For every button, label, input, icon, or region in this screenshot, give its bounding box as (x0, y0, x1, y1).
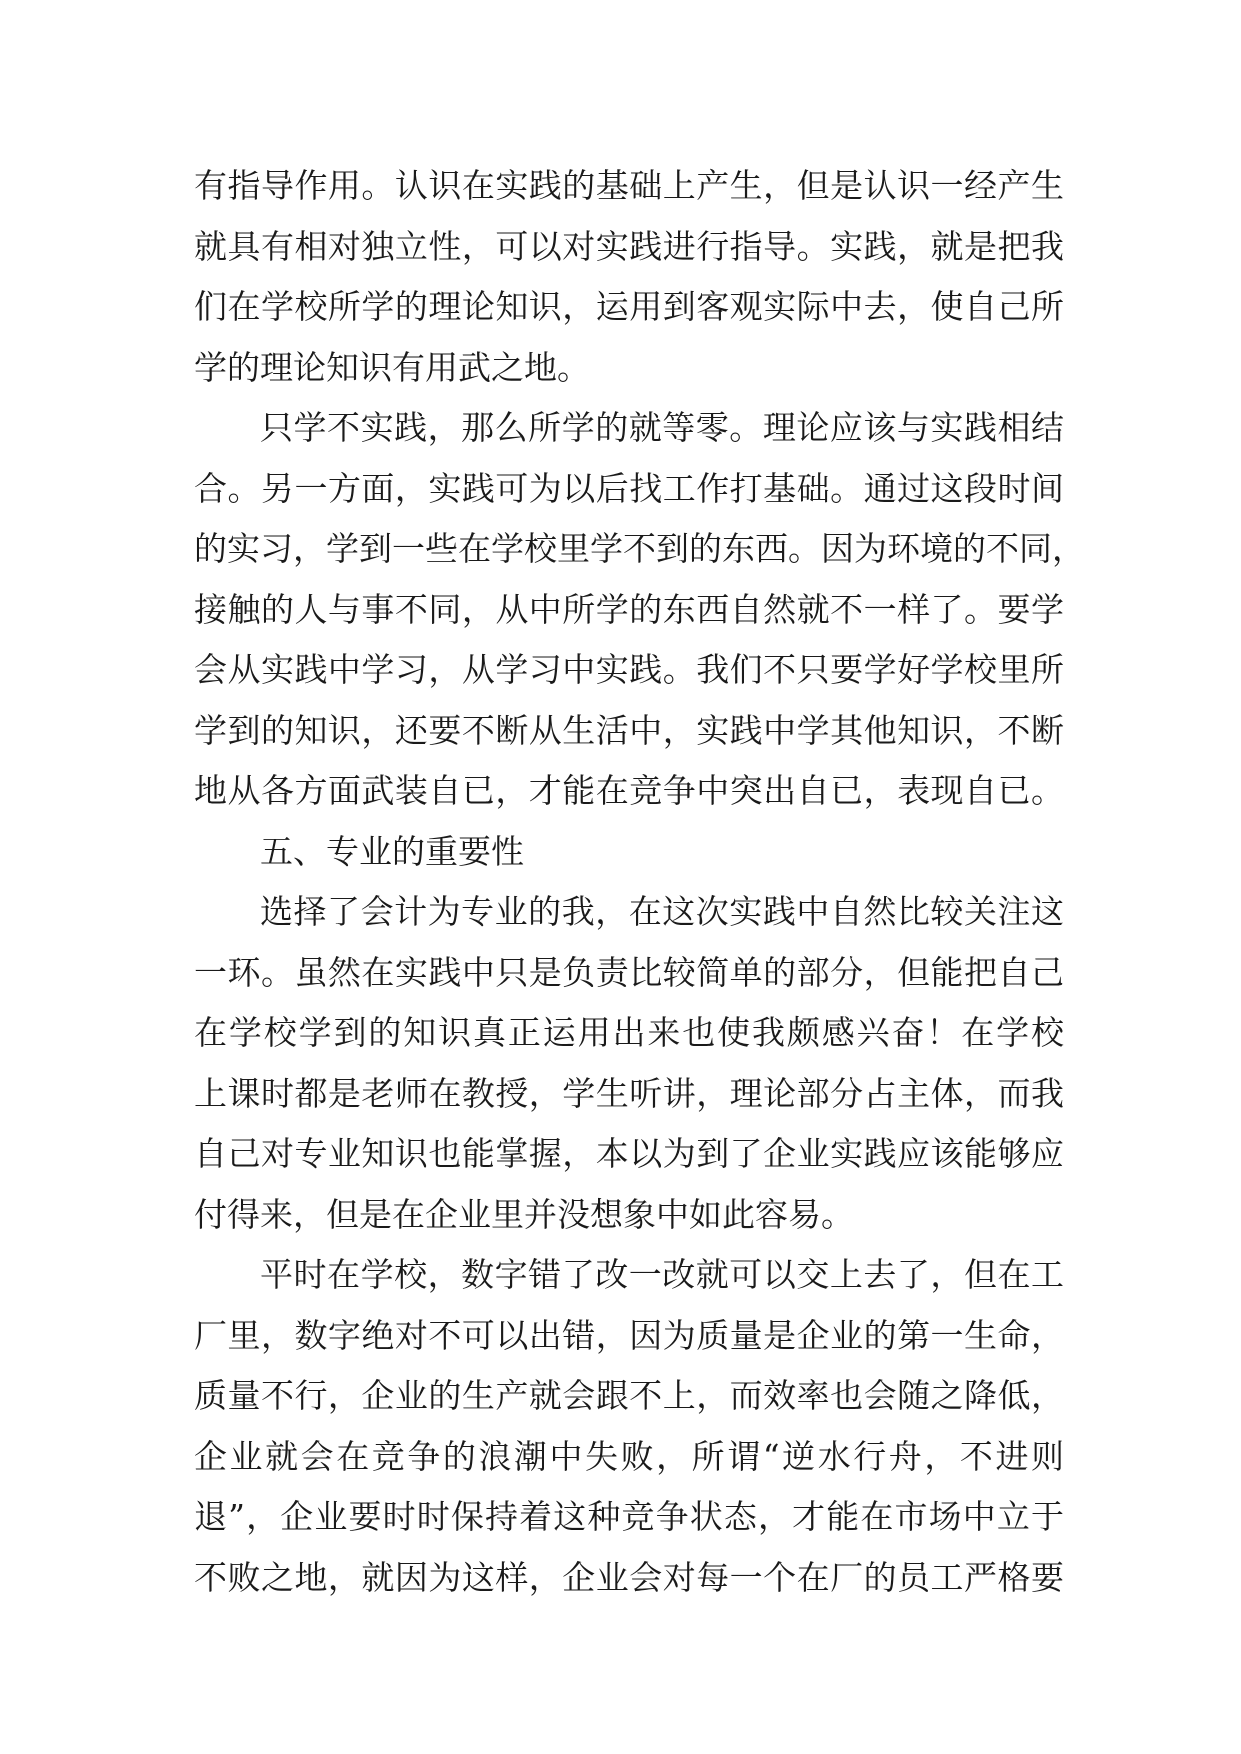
text-line: 质量不行，企业的生产就会跟不上，而效率也会随之降低， (194, 1376, 1064, 1415)
text-line: 只学不实践，那么所学的就等零。理论应该与实践相结 (260, 408, 1064, 447)
text-line: 上课时都是老师在教授，学生听讲，理论部分占主体，而我 (194, 1073, 1064, 1113)
text-line: 们在学校所学的理论知识，运用到客观实际中去，使自己所 (194, 287, 1064, 326)
text-line: 会从实践中学习，从学习中实践。我们不只要学好学校里所 (194, 650, 1064, 689)
text-line: 学的理论知识有用武之地。 (194, 347, 590, 387)
text-line: 平时在学校，数字错了改一改就可以交上去了，但在工 (260, 1255, 1064, 1294)
text-line: 企业就会在竞争的浪潮中失败，所谓“逆水行舟，不进则 (194, 1436, 1064, 1476)
text-line: 付得来，但是在企业里并没想象中如此容易。 (194, 1194, 854, 1234)
text-line: 一环。虽然在实践中只是负责比较简单的部分，但能把自己 (194, 952, 1064, 992)
text-line: 学到的知识，还要不断从生活中，实践中学其他知识，不断 (194, 710, 1064, 750)
text-line: 就具有相对独立性，可以对实践进行指导。实践，就是把我 (194, 226, 1064, 266)
text-line: 自己对专业知识也能掌握，本以为到了企业实践应该能够应 (194, 1134, 1064, 1173)
text-line: 地从各方面武装自已，才能在竞争中突出自已，表现自已。 (194, 771, 1064, 810)
text-line: 不败之地，就因为这样，企业会对每一个在厂的员工严格要 (194, 1557, 1064, 1597)
text-line: 厂里，数字绝对不可以出错，因为质量是企业的第一生命， (194, 1315, 1064, 1355)
text-line: 有指导作用。认识在实践的基础上产生，但是认识一经产生 (194, 166, 1064, 205)
body-text (194, 156, 1085, 1608)
text-line: 五、专业的重要性 (260, 831, 524, 871)
text-line: 选择了会计为专业的我，在这次实践中自然比较关注这 (260, 892, 1064, 931)
text-line: 在学校学到的知识真正运用出来也使我颇感兴奋！在学校 (194, 1013, 1064, 1052)
text-line: 的实习，学到一些在学校里学不到的东西。因为环境的不同， (194, 529, 1085, 568)
text-line: 合。另一方面，实践可为以后找工作打基础。通过这段时间 (194, 468, 1064, 508)
text-line: 退”，企业要时时保持着这种竞争状态，才能在市场中立于 (194, 1497, 1064, 1536)
text-line: 接触的人与事不同，从中所学的东西自然就不一样了。要学 (194, 589, 1064, 629)
